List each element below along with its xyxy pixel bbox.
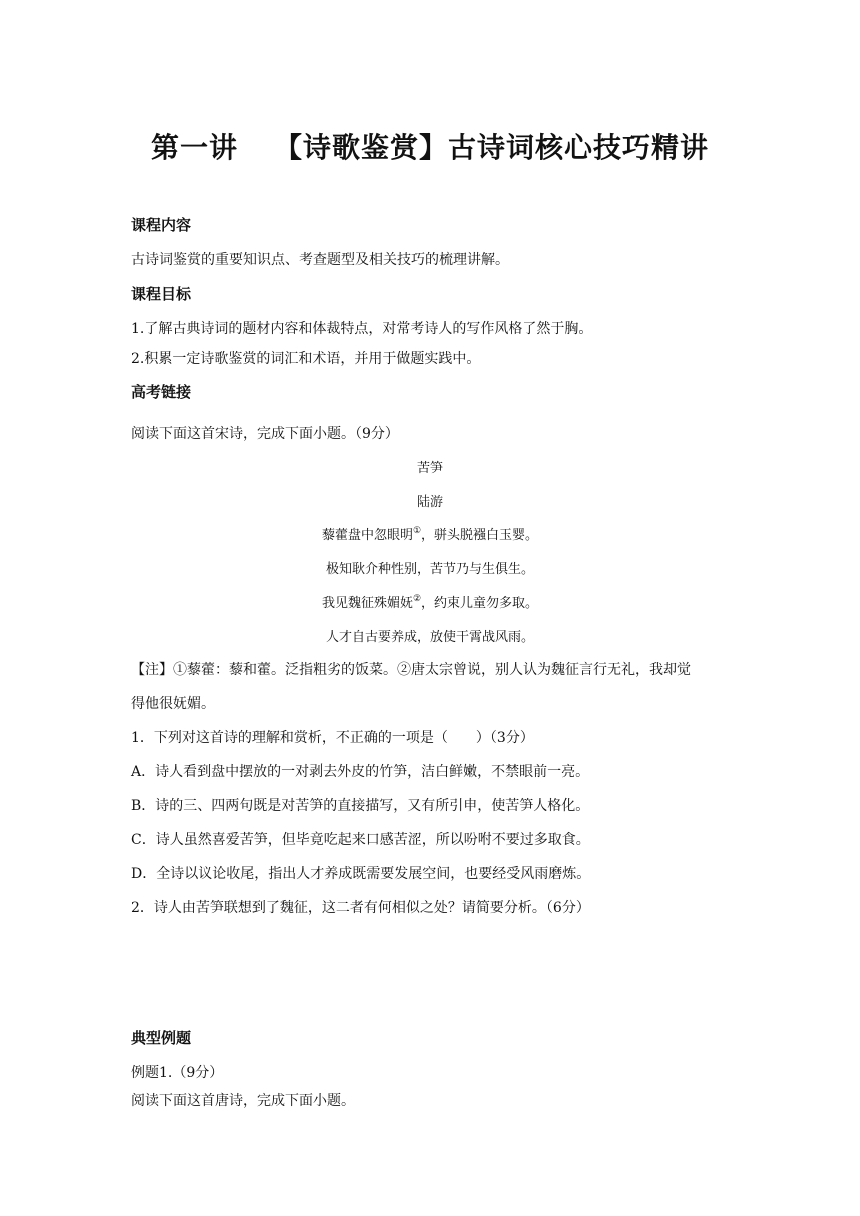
gaokao-heading: 高考链接 (131, 383, 192, 401)
lecture-number: 第一讲 (150, 131, 238, 164)
option-d: D．全诗以议论收尾，指出人才养成既需要发展空间，也要经受风雨磨炼。 (131, 866, 591, 882)
poem-title: 苦笋 (416, 461, 443, 476)
page-title (0, 126, 860, 166)
poem-line: 人才自古要养成，放使干霄战风雨。 (325, 630, 534, 645)
examples-heading: 典型例题 (131, 1029, 192, 1047)
note-line: 得他很妩媚。 (131, 696, 215, 712)
note-line: 【注】①藜藿：藜和藿。泛指粗劣的饭菜。②唐太宗曾说，别人认为魏征言行无礼，我却觉 (131, 662, 691, 678)
footnote-marker: ② (412, 594, 422, 604)
question-2: 2．诗人由苦笋联想到了魏征，这二者有何相似之处？请简要分析。（6分） (131, 900, 590, 916)
poem-author: 陆游 (416, 495, 443, 510)
poem-line: 我见魏征殊媚妩②，约束儿童勿多取。 (321, 594, 539, 611)
poem-line: 极知耿介种性别，苦节乃与生俱生。 (325, 562, 534, 577)
footnote-marker: ① (412, 526, 422, 536)
option-b: B．诗的三、四两句既是对苦笋的直接描写，又有所引申，使苦笋人格化。 (131, 798, 590, 814)
exam-intro: 阅读下面这首宋诗，完成下面小题。（9分） (131, 426, 399, 442)
goal-item: 1.了解古典诗词的题材内容和体裁特点，对常考诗人的写作风格了然于胸。 (131, 321, 593, 337)
goals-heading: 课程目标 (131, 285, 192, 303)
example-label: 例题1.（9分） (131, 1065, 224, 1081)
lecture-topic: 【诗歌鉴赏】古诗词核心技巧精讲 (274, 131, 710, 164)
content-text: 古诗词鉴赏的重要知识点、考查题型及相关技巧的梳理讲解。 (131, 252, 509, 268)
poem-line: 藜藿盘中忽眼明①，骈头脱襁白玉婴。 (321, 526, 539, 543)
content-heading: 课程内容 (131, 216, 192, 234)
example-intro: 阅读下面这首唐诗，完成下面小题。 (131, 1093, 355, 1109)
option-c: C．诗人虽然喜爱苦笋，但毕竟吃起来口感苦涩，所以吩咐不要过多取食。 (131, 832, 590, 848)
goal-item: 2.积累一定诗歌鉴赏的词汇和术语，并用于做题实践中。 (131, 351, 481, 367)
option-a: A．诗人看到盘中摆放的一对剥去外皮的竹笋，洁白鲜嫩，不禁眼前一亮。 (131, 764, 590, 780)
question-1: 1．下列对这首诗的理解和赏析，不正确的一项是（ ）（3分） (131, 730, 534, 746)
